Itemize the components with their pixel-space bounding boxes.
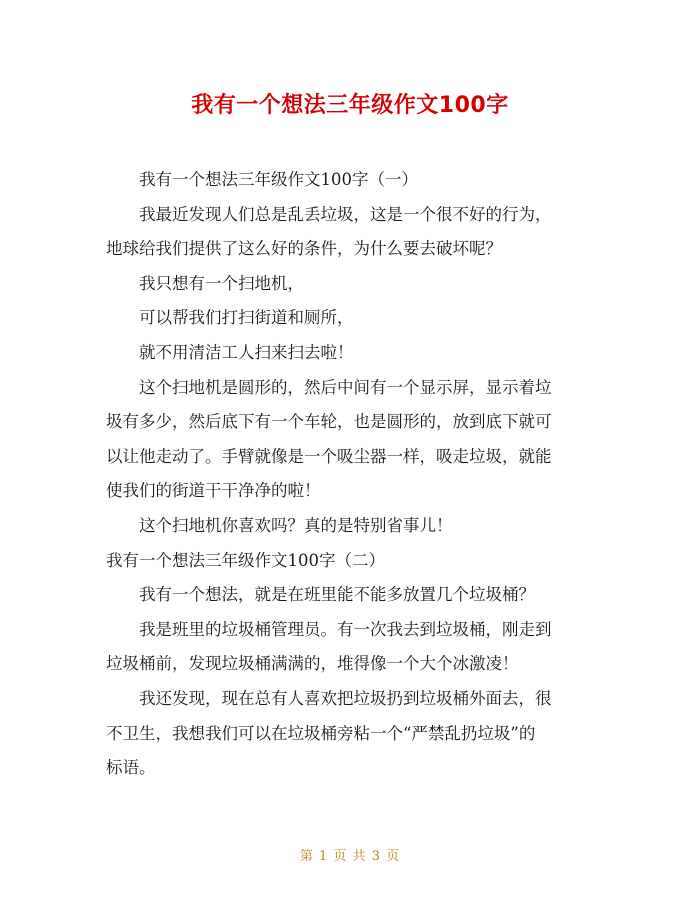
paragraph-5-line-1: 这个扫地机是圆形的，然后中间有一个显示屏，显示着垃 (139, 377, 552, 397)
paragraph-4: 就不用清洁工人扫来扫去啦！ (139, 342, 354, 362)
section-heading-2: 我有一个想法三年级作文100字（二） (106, 550, 385, 570)
paragraph-1-line-1: 我最近发现人们总是乱丢垃圾，这是一个很不好的行为， (139, 204, 552, 224)
paragraph-1-line-2: 地球给我们提供了这么好的条件，为什么要去破坏呢？ (106, 239, 502, 259)
paragraph-7: 我有一个想法，就是在班里能不能多放置几个垃圾桶？ (139, 585, 535, 605)
paragraph-5-line-3: 以让他走动了。手臂就像是一个吸尘器一样，吸走垃圾，就能 (106, 446, 552, 466)
paragraph-9-continued (106, 717, 596, 786)
paragraph-5-line-4: 使我们的街道干干净净的啦！ (106, 481, 321, 501)
paragraph-9 (106, 682, 596, 717)
paragraph-5-continued (106, 405, 596, 509)
section-heading-1: 我有一个想法三年级作文100字（一） (139, 170, 418, 189)
paragraph-5 (106, 371, 596, 406)
paragraph-8-line-1: 我是班里的垃圾桶管理员。有一次我去到垃圾桶，刚走到 (139, 619, 552, 639)
paragraph-9-line-2: 不卫生，我想我们可以在垃圾桶旁粘一个“严禁乱扔垃圾”的 (106, 723, 536, 743)
paragraph-8-line-2: 垃圾桶前，发现垃圾桶满满的，堆得像一个大个冰激凌！ (106, 654, 519, 674)
paragraph-1-continued (106, 232, 596, 267)
paragraph-6: 这个扫地机你喜欢吗？真的是特别省事儿！ (139, 515, 453, 535)
paragraph-8-continued (106, 647, 596, 682)
paragraph-9-line-1: 我还发现，现在总有人喜欢把垃圾扔到垃圾桶外面去，很 (139, 688, 552, 708)
paragraph-2: 我只想有一个扫地机， (139, 273, 304, 293)
page-footer (0, 845, 700, 864)
document-title: 我有一个想法三年级作文100字 (191, 93, 509, 118)
paragraph-3: 可以帮我们打扫街道和厕所， (139, 308, 354, 328)
paragraph-1 (106, 198, 596, 233)
document-body (106, 163, 596, 786)
paragraph-8 (106, 613, 596, 648)
paragraph-9-line-3: 标语。 (106, 758, 156, 778)
paragraph-5-line-2: 圾有多少，然后底下有一个车轮，也是圆形的，放到底下就可 (106, 412, 552, 432)
page-indicator: 第 1 页 共 3 页 (299, 849, 401, 864)
